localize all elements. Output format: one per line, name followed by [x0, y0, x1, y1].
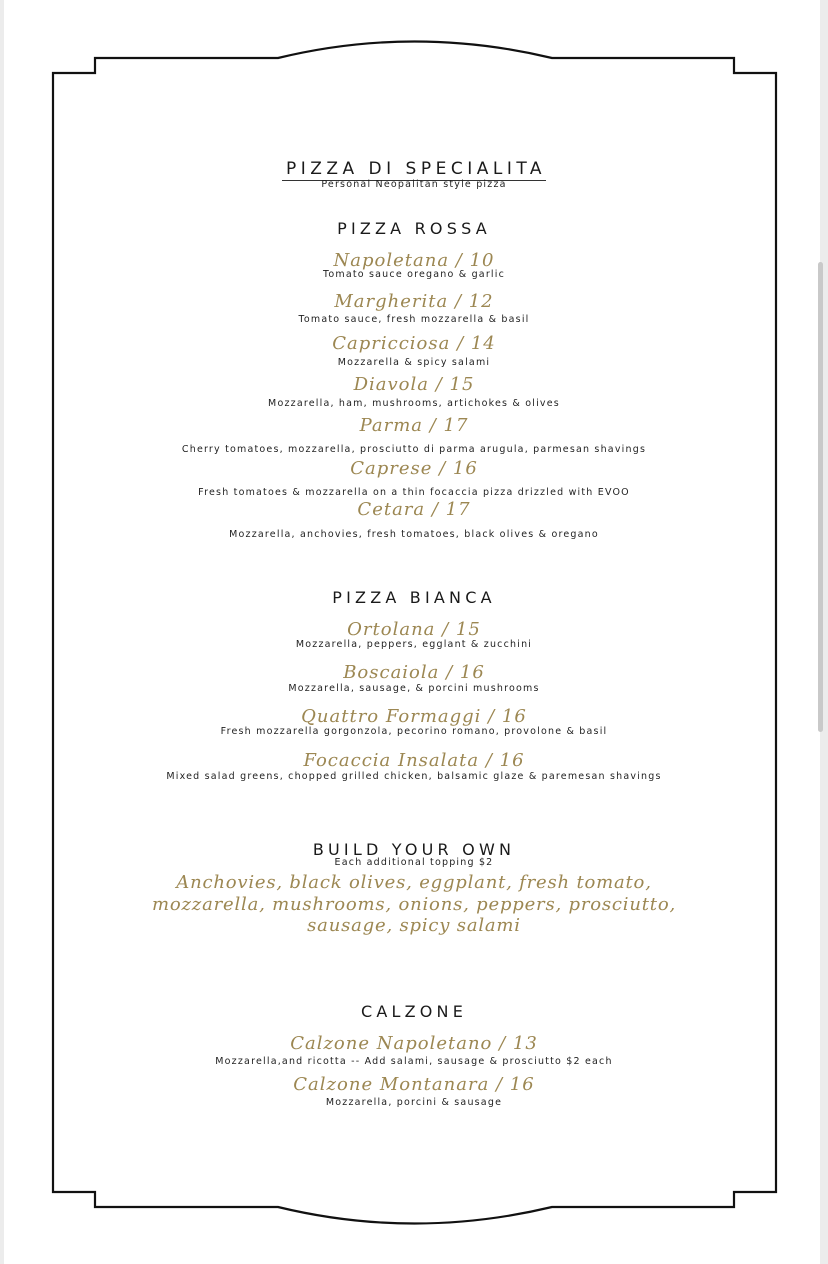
menu-item-desc: Fresh tomatoes & mozzarella on a thin focaccia pizza drizzled with EVOO — [198, 487, 630, 498]
menu-item-desc: Mozzarella, porcini & sausage — [325, 1097, 503, 1108]
menu-item-desc: Mozzarella, ham, mushrooms, artichokes & olives — [268, 398, 560, 409]
section-heading-rossa: PIZZA ROSSA — [337, 219, 491, 238]
menu-item-desc: Cherry tomatoes, mozzarella, prosciutto di parma arugula, parmesan shavings — [181, 444, 647, 455]
topping-price-note: Each additional topping $2 — [334, 857, 494, 868]
menu-item-name: Calzone Napoletano / 13 — [290, 1033, 538, 1054]
menu-item-desc: Mozzarella, peppers, egglant & zucchini — [295, 639, 533, 650]
menu-item-desc: Fresh mozzarella gorgonzola, pecorino romano, provolone & basil — [220, 726, 608, 737]
section-heading-calzone: CALZONE — [360, 1002, 468, 1021]
toppings-line: Anchovies, black olives, eggplant, fresh tomato, — [176, 872, 652, 893]
menu-item-name: Diavola / 15 — [353, 374, 475, 395]
toppings-line: mozzarella, mushrooms, onions, peppers, prosciutto, — [152, 894, 676, 915]
menu-item-desc: Mozzarella,and ricotta -- Add salami, sausage & prosciutto $2 each — [215, 1056, 613, 1067]
menu-item-name: Calzone Montanara / 16 — [293, 1074, 535, 1095]
menu-item-name: Quattro Formaggi / 16 — [301, 706, 527, 727]
toppings-line: sausage, spicy salami — [307, 915, 521, 936]
menu-item-desc: Mozzarella, sausage, & porcini mushrooms — [288, 683, 540, 694]
menu-item-desc: Mozzarella, anchovies, fresh tomatoes, black olives & oregano — [229, 529, 599, 540]
section-heading-build: BUILD YOUR OWN — [312, 840, 516, 859]
menu-item-name: Napoletana / 10 — [333, 250, 495, 271]
menu-item-name: Margherita / 12 — [334, 291, 494, 312]
section-heading-bianca: PIZZA BIANCA — [332, 588, 496, 607]
menu-title — [0, 159, 828, 181]
menu-title-text: PIZZA DI SPECIALITA — [282, 159, 546, 181]
menu-item-desc: Tomato sauce oregano & garlic — [322, 269, 506, 280]
menu-item-name: Parma / 17 — [359, 415, 469, 436]
menu-item-desc: Tomato sauce, fresh mozzarella & basil — [298, 314, 530, 325]
menu-subtitle: Personal Neopalitan style pizza — [321, 179, 507, 190]
menu-item-name: Focaccia Insalata / 16 — [303, 750, 525, 771]
menu-item-name: Cetara / 17 — [357, 499, 471, 520]
menu-item-desc: Mixed salad greens, chopped grilled chicken, balsamic glaze & paremesan shavings — [166, 771, 662, 782]
menu-item-name: Ortolana / 15 — [347, 619, 481, 640]
menu-item-desc: Mozzarella & spicy salami — [337, 357, 491, 368]
menu-item-name: Capricciosa / 14 — [332, 333, 496, 354]
menu-item-name: Boscaiola / 16 — [343, 662, 485, 683]
menu-item-name: Caprese / 16 — [350, 458, 478, 479]
